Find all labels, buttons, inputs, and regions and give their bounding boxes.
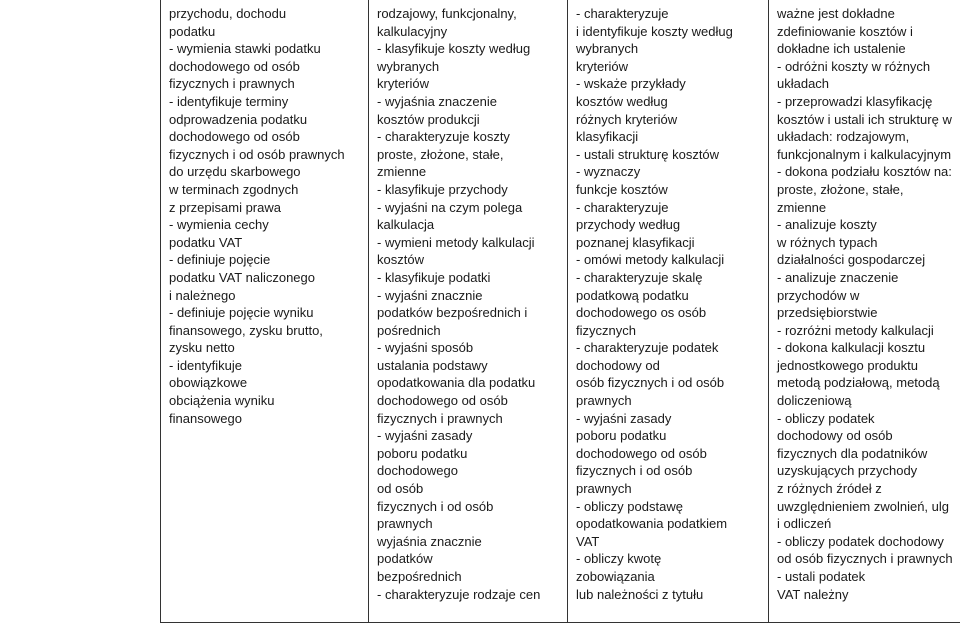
table-cell-column-1 <box>161 0 369 623</box>
text-line: - identyfikuje terminy <box>169 93 289 109</box>
text-line: dochodowy od <box>576 357 660 373</box>
text-line: - wyjaśni na czym polega <box>377 199 523 215</box>
text-line: funkcjonalnym i kalkulacyjnym <box>777 146 952 162</box>
text-line: odprowadzenia podatku <box>169 111 308 127</box>
text-line: - obliczy podatek dochodowy <box>777 533 944 549</box>
text-line: funkcje kosztów <box>576 181 668 197</box>
text-line: i odliczeń <box>777 516 832 532</box>
text-line: - odróżni koszty w różnych <box>777 58 931 74</box>
text-line: dokładne ich ustalenie <box>777 41 906 57</box>
text-line: do urzędu skarbowego <box>169 164 301 180</box>
text-line: - definiuje pojęcie <box>169 252 271 268</box>
text-line: - charakteryzuje <box>576 199 669 215</box>
text-line: - identyfikuje <box>169 357 242 373</box>
cell-text <box>377 5 561 603</box>
text-line: dochodowego od osób <box>169 129 300 145</box>
text-line: fizycznych dla podatników <box>777 445 928 461</box>
text-line: - obliczy podatek <box>777 410 875 426</box>
text-line: - wymieni metody kalkulacji <box>377 234 535 250</box>
cell-text <box>169 5 362 427</box>
text-line: - wskaże przykłady <box>576 76 686 92</box>
text-line: - klasyfikuje przychody <box>377 181 508 197</box>
text-line: wybranych <box>377 58 440 74</box>
text-line: - rozróżni metody kalkulacji <box>777 322 934 338</box>
text-line: obowiązkowe <box>169 375 248 391</box>
text-line: w terminach zgodnych <box>169 181 299 197</box>
text-line: dochodowego od osób <box>169 58 300 74</box>
text-line: fizycznych <box>576 322 636 338</box>
text-line: - analizuje znaczenie <box>777 269 899 285</box>
text-line: kryteriów <box>576 58 629 74</box>
text-line: fizycznych i prawnych <box>169 76 295 92</box>
text-line: - charakteryzuje skalę <box>576 269 703 285</box>
text-line: proste, złożone, stałe, <box>377 146 504 162</box>
text-line: uwzględnieniem zwolnień, ulg <box>777 498 949 514</box>
text-line: poznanej klasyfikacji <box>576 234 695 250</box>
text-line: prawnych <box>576 481 632 497</box>
text-line: zmienne <box>777 199 827 215</box>
text-line: ważne jest dokładne <box>777 6 895 21</box>
text-line: - dokona kalkulacji kosztu <box>777 340 926 356</box>
text-line: - wyjaśni znacznie <box>377 287 483 303</box>
text-line: obciążenia wyniku <box>169 393 275 409</box>
text-line: proste, złożone, stałe, <box>777 181 904 197</box>
text-line: podatku <box>169 23 216 39</box>
table-cell-column-4 <box>769 0 960 623</box>
text-line: pośrednich <box>377 322 441 338</box>
text-line: przychodu, dochodu <box>169 6 287 21</box>
text-line: podatkową podatku <box>576 287 689 303</box>
text-line: VAT <box>576 533 600 549</box>
text-line: od osób <box>377 481 424 497</box>
table-cell-column-3 <box>568 0 769 623</box>
text-line: - charakteryzuje podatek <box>576 340 719 356</box>
text-line: układach: rodzajowym, <box>777 129 910 145</box>
text-line: osób fizycznych i od osób <box>576 375 725 391</box>
text-line: kosztów i ustali ich strukturę w <box>777 111 952 127</box>
text-line: podatków bezpośrednich i <box>377 305 528 321</box>
text-line: metodą podziałową, metodą <box>777 375 940 391</box>
text-line: opodatkowania podatkiem <box>576 516 728 532</box>
text-line: uzyskujących przychody <box>777 463 918 479</box>
text-line: - wyznaczy <box>576 164 641 180</box>
text-line: - wymienia cechy <box>169 217 269 233</box>
text-line: układach <box>777 76 830 92</box>
text-line: wybranych <box>576 41 639 57</box>
text-line: finansowego <box>169 410 242 426</box>
table-cell-column-2 <box>369 0 568 623</box>
text-line: - ustali strukturę kosztów <box>576 146 720 162</box>
text-line: od osób fizycznych i prawnych <box>777 551 953 567</box>
text-line: dochodowego <box>377 463 458 479</box>
text-line: dochodowego os osób <box>576 305 707 321</box>
text-line: fizycznych i od osób prawnych <box>169 146 345 162</box>
text-line: - charakteryzuje koszty <box>377 129 510 145</box>
text-line: dochodowy od osób <box>777 428 893 444</box>
requirements-table <box>160 0 960 623</box>
text-line: - charakteryzuje rodzaje cen <box>377 586 541 602</box>
text-line: wyjaśnia znacznie <box>377 533 482 549</box>
text-line: finansowego, zysku brutto, <box>169 322 323 338</box>
text-line: zobowiązania <box>576 569 655 584</box>
text-line: przedsiębiorstwie <box>777 305 878 321</box>
text-line: zmienne <box>377 164 427 180</box>
text-line: dochodowego od osób <box>377 393 508 409</box>
text-line: - analizuje koszty <box>777 217 877 233</box>
table-row <box>161 0 960 623</box>
text-line: - ustali podatek <box>777 569 866 584</box>
text-line: VAT należny <box>777 586 849 602</box>
text-line: kalkulacyjny <box>377 23 448 39</box>
text-line: poboru podatku <box>377 445 468 461</box>
text-line: poboru podatku <box>576 428 667 444</box>
text-line: - obliczy kwotę <box>576 551 662 567</box>
text-line: fizycznych i od osób <box>377 498 494 514</box>
text-line: doliczeniową <box>777 393 852 409</box>
text-line: prawnych <box>576 393 632 409</box>
text-line: kosztów według <box>576 93 668 109</box>
text-line: - dokona podziału kosztów na: <box>777 164 952 180</box>
text-line: - wymienia stawki podatku <box>169 41 321 57</box>
text-line: i należnego <box>169 287 236 303</box>
text-line: zysku netto <box>169 340 235 356</box>
text-line: - przeprowadzi klasyfikację <box>777 93 933 109</box>
text-line: - wyjaśni zasady <box>576 410 672 426</box>
text-line: kosztów produkcji <box>377 111 480 127</box>
text-line: - klasyfikuje koszty według <box>377 41 531 57</box>
text-line: opodatkowania dla podatku <box>377 375 536 391</box>
text-line: - wyjaśnia znaczenie <box>377 93 497 109</box>
text-line: prawnych <box>377 516 433 532</box>
text-line: podatków <box>377 551 433 567</box>
text-line: działalności gospodarczej <box>777 252 926 268</box>
text-line: ustalania podstawy <box>377 357 488 373</box>
text-line: w różnych typach <box>777 234 878 250</box>
text-line: lub należności z tytułu <box>576 586 704 602</box>
text-line: zdefiniowanie kosztów i <box>777 23 913 39</box>
text-line: z różnych źródeł z <box>777 481 882 497</box>
text-line: kosztów <box>377 252 424 268</box>
text-line: fizycznych i od osób <box>576 463 693 479</box>
text-line: - wyjaśni zasady <box>377 428 473 444</box>
text-line: i identyfikuje koszty według <box>576 23 733 39</box>
text-line: różnych kryteriów <box>576 111 678 127</box>
text-line: - definiuje pojęcie wyniku <box>169 305 314 321</box>
text-line: kalkulacja <box>377 217 435 233</box>
text-line: przychody według <box>576 217 681 233</box>
cell-text <box>777 5 960 603</box>
text-line: - obliczy podstawę <box>576 498 683 514</box>
text-line: kryteriów <box>377 76 430 92</box>
text-line: dochodowego od osób <box>576 445 707 461</box>
text-line: z przepisami prawa <box>169 199 281 215</box>
text-line: - charakteryzuje <box>576 6 669 21</box>
text-line: przychodów w <box>777 287 860 303</box>
text-line: bezpośrednich <box>377 569 462 584</box>
text-line: fizycznych i prawnych <box>377 410 503 426</box>
text-line: rodzajowy, funkcjonalny, <box>377 6 517 21</box>
cell-text <box>576 5 762 603</box>
text-line: jednostkowego produktu <box>777 357 918 373</box>
text-line: podatku VAT <box>169 234 243 250</box>
text-line: - wyjaśni sposób <box>377 340 474 356</box>
text-line: - klasyfikuje podatki <box>377 269 491 285</box>
text-line: podatku VAT naliczonego <box>169 269 315 285</box>
text-line: klasyfikacji <box>576 129 639 145</box>
text-line: - omówi metody kalkulacji <box>576 252 725 268</box>
